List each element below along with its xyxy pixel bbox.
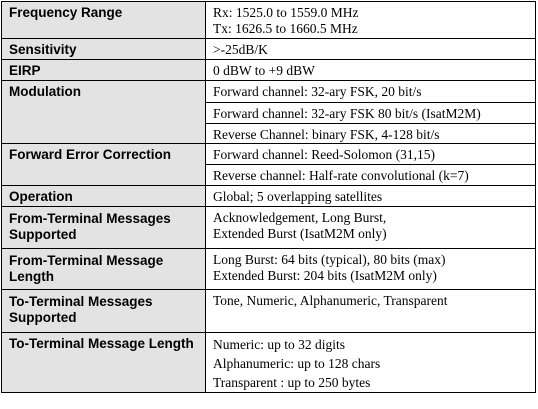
row-value-text: 0 dBW to +9 dBW <box>213 63 315 78</box>
row-label-sensitivity <box>2 39 206 60</box>
row-value-text: Tx: 1626.5 to 1660.5 MHz <box>213 21 358 36</box>
row-value-text: Forward channel: 32-ary FSK 80 bit/s (IsatM2M) <box>213 106 481 121</box>
row-value-to-terminal-message-length <box>206 333 536 393</box>
row-label-text: Sensitivity <box>9 42 77 57</box>
row-value-text: Extended Burst: 204 bits (IsatM2M only) <box>213 268 437 283</box>
table-row <box>2 2 536 39</box>
row-value-text: Reverse channel: Half-rate convolutional (k=7) <box>213 168 469 183</box>
specifications-table <box>1 1 536 393</box>
table-row <box>2 81 536 103</box>
row-label-text: Length <box>9 269 54 284</box>
row-value-operation <box>206 186 536 207</box>
row-label-forward-error-correction <box>2 144 206 186</box>
row-value-modulation <box>206 103 536 124</box>
table-row <box>2 60 536 81</box>
row-label-text: Modulation <box>9 84 81 99</box>
row-value-text: Long Burst: 64 bits (typical), 80 bits (max) <box>213 252 446 267</box>
row-value-text: Rx: 1525.0 to 1559.0 MHz <box>213 5 359 20</box>
table-row <box>2 39 536 60</box>
row-label-operation <box>2 186 206 207</box>
row-label-text: Operation <box>9 189 73 204</box>
row-label-text: Supported <box>9 227 77 242</box>
row-value-text: Reverse Channel: binary FSK, 4-128 bit/s <box>213 127 440 142</box>
row-value-text: Alphanumeric: up to 128 chars <box>213 356 381 371</box>
row-label-modulation <box>2 81 206 144</box>
row-label-text: Frequency Range <box>9 5 123 20</box>
row-value-sensitivity <box>206 39 536 60</box>
row-label-from-terminal-message-length <box>2 249 206 290</box>
row-value-frequency-range <box>206 2 536 39</box>
row-value-modulation <box>206 124 536 144</box>
row-label-text: EIRP <box>9 63 41 78</box>
row-value-from-terminal-messages-supported <box>206 207 536 249</box>
row-value-text: Tone, Numeric, Alphanumeric, Transparent <box>213 293 448 308</box>
table-row <box>2 207 536 249</box>
table-row <box>2 333 536 393</box>
row-label-text: From-Terminal Messages <box>9 211 171 226</box>
row-value-modulation <box>206 81 536 103</box>
table-row <box>2 186 536 207</box>
row-label-from-terminal-messages-supported <box>2 207 206 249</box>
row-label-frequency-range <box>2 2 206 39</box>
row-value-eirp <box>206 60 536 81</box>
row-value-text: >-25dB/K <box>213 42 268 57</box>
row-value-forward-error-correction <box>206 165 536 186</box>
table-row <box>2 290 536 333</box>
row-value-text: Forward channel: Reed-Solomon (31,15) <box>213 147 435 162</box>
row-label-text: To-Terminal Messages <box>9 294 153 309</box>
row-value-text: Extended Burst (IsatM2M only) <box>213 226 387 241</box>
row-value-text: Forward channel: 32-ary FSK, 20 bit/s <box>213 84 422 99</box>
row-label-text: To-Terminal Message Length <box>9 336 194 351</box>
row-value-text: Transparent : up to 250 bytes <box>213 375 371 390</box>
row-label-text: From-Terminal Message <box>9 253 164 268</box>
row-value-text: Acknowledgement, Long Burst, <box>213 210 387 225</box>
row-label-text: Supported <box>9 310 77 325</box>
row-label-to-terminal-message-length <box>2 333 206 393</box>
row-value-from-terminal-message-length <box>206 249 536 290</box>
row-value-to-terminal-messages-supported <box>206 290 536 333</box>
row-label-text: Forward Error Correction <box>9 147 172 162</box>
row-value-text: Numeric: up to 32 digits <box>213 337 345 352</box>
table-row <box>2 249 536 290</box>
table-row <box>2 144 536 165</box>
row-label-eirp <box>2 60 206 81</box>
row-label-to-terminal-messages-supported <box>2 290 206 333</box>
row-value-text: Global; 5 overlapping satellites <box>213 189 383 204</box>
row-value-forward-error-correction <box>206 144 536 165</box>
